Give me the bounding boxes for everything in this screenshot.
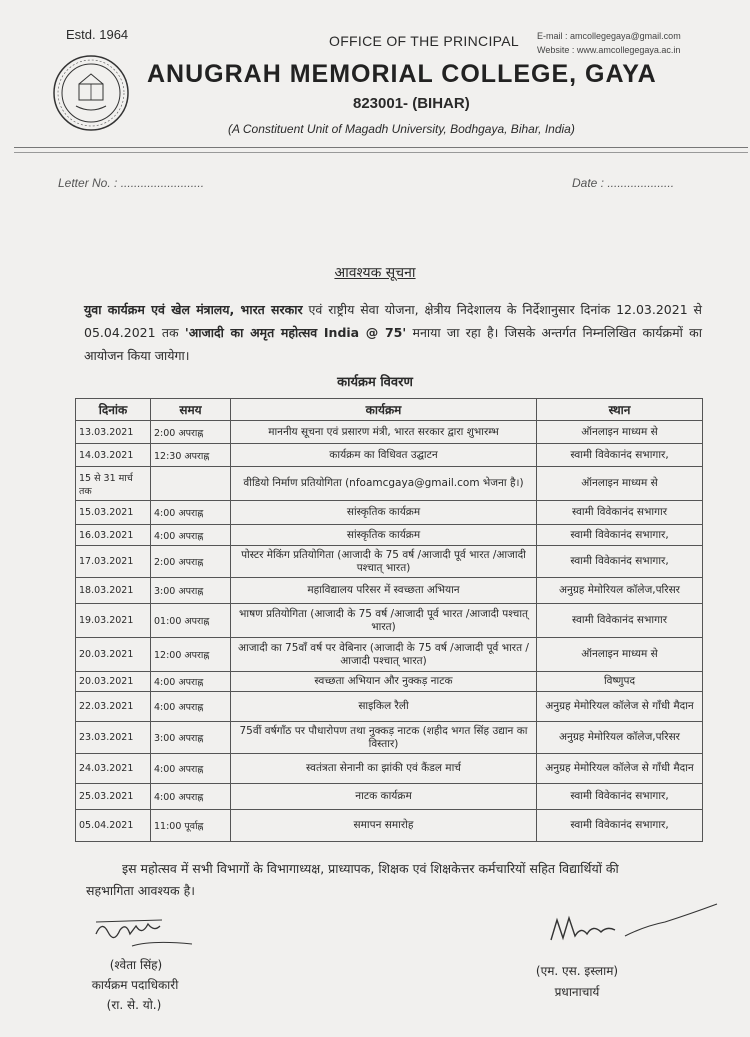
principal-signature xyxy=(545,896,725,954)
table-row xyxy=(76,638,703,672)
table-row xyxy=(76,692,703,722)
cell-programme: नाटक कार्यक्रम xyxy=(231,784,537,810)
paragraph-mid: एवं राष्ट्रीय सेवा योजना, क्षेत्रीय निदेशालय के निर्देशानुसार दिनांक 12.03.2021 से 05.04.2021 तक xyxy=(84,302,702,340)
cell-venue: ऑनलाइन माध्यम से xyxy=(537,467,703,501)
cell-programme: आजादी का 75वाँ वर्ष पर वेबिनार (आजादी के 75 वर्ष /आजादी पूर्व भारत /आजादी पश्चात् भारत) xyxy=(231,638,537,672)
header-rule-secondary xyxy=(14,152,748,153)
cell-time: 2:00 अपराह्न xyxy=(151,421,231,444)
header-time: समय xyxy=(151,399,231,421)
closing-paragraph: इस महोत्सव में सभी विभागों के विभागाध्यक्ष, प्राध्यापक, शिक्षक एवं शिक्षकेत्तर कर्मचारियों सहित विद्यार्थियों की सहभागिता आवश्यक है। xyxy=(86,861,619,898)
cell-programme: सांस्कृतिक कार्यक्रम xyxy=(231,525,537,546)
college-seal-icon xyxy=(52,54,130,132)
cell-date: 18.03.2021 xyxy=(76,578,151,604)
cell-date: 15 से 31 मार्च तक xyxy=(76,467,151,501)
established-year: Estd. 1964 xyxy=(66,27,129,42)
table-row xyxy=(76,810,703,842)
contact-block xyxy=(537,29,681,57)
cell-venue: ऑनलाइन माध्यम से xyxy=(537,421,703,444)
notice-paragraph xyxy=(84,298,702,367)
cell-venue: स्वामी विवेकानंद सभागार, xyxy=(537,525,703,546)
programme-title: कार्यक्रम विवरण xyxy=(337,375,413,390)
cell-programme: वीडियो निर्माण प्रतियोगिता (nfoamcgaya@gmail.com भेजना है।) xyxy=(231,467,537,501)
cell-venue: अनुग्रह मेमोरियल कॉलेज,परिसर xyxy=(537,722,703,754)
cell-venue: स्वामी विवेकानंद सभागार, xyxy=(537,546,703,578)
programme-officer-role: कार्यक्रम पदाधिकारी xyxy=(91,978,179,992)
cell-time: 4:00 अपराह्न xyxy=(151,525,231,546)
cell-date: 15.03.2021 xyxy=(76,501,151,525)
cell-time: 4:00 अपराह्न xyxy=(151,501,231,525)
cell-time: 3:00 अपराह्न xyxy=(151,578,231,604)
cell-date: 16.03.2021 xyxy=(76,525,151,546)
letter-number: Letter No. : ......................... xyxy=(58,176,205,190)
programme-officer-name: (श्वेता सिंह) xyxy=(109,958,163,972)
cell-venue: स्वामी विवेकानंद सभागार xyxy=(537,604,703,638)
cell-time xyxy=(151,467,231,501)
table-row xyxy=(76,672,703,692)
cell-date: 05.04.2021 xyxy=(76,810,151,842)
cell-programme: समापन समारोह xyxy=(231,810,537,842)
schedule-table xyxy=(75,398,703,842)
table-row xyxy=(76,722,703,754)
header-rule xyxy=(14,147,748,148)
header-venue: स्थान xyxy=(537,399,703,421)
cell-date: 13.03.2021 xyxy=(76,421,151,444)
table-row xyxy=(76,784,703,810)
cell-time: 11:00 पूर्वाह्न xyxy=(151,810,231,842)
notice-title xyxy=(0,263,750,282)
cell-time: 2:00 अपराह्न xyxy=(151,546,231,578)
table-row xyxy=(76,467,703,501)
principal-role: प्रधानाचार्य xyxy=(554,985,600,999)
affiliation-text: (A Constituent Unit of Magadh University, Bodhgaya, Bihar, India) xyxy=(228,122,575,136)
cell-time: 4:00 अपराह्न xyxy=(151,754,231,784)
cell-time: 4:00 अपराह्न xyxy=(151,692,231,722)
cell-date: 17.03.2021 xyxy=(76,546,151,578)
nss-abbreviation: (रा. से. यो.) xyxy=(106,998,162,1012)
event-name: 'आजादी का अमृत महोत्सव India @ 75' xyxy=(184,325,407,340)
cell-date: 20.03.2021 xyxy=(76,638,151,672)
header-date: दिनांक xyxy=(76,399,151,421)
cell-programme: माननीय सूचना एवं प्रसारण मंत्री, भारत सरकार द्वारा शुभारम्भ xyxy=(231,421,537,444)
cell-programme: महाविद्यालय परिसर में स्वच्छता अभियान xyxy=(231,578,537,604)
cell-time: 12:30 अपराह्न xyxy=(151,444,231,467)
ministry-name: युवा कार्यक्रम एवं खेल मंत्रालय, भारत सरकार xyxy=(84,302,303,317)
table-row xyxy=(76,546,703,578)
table-row xyxy=(76,501,703,525)
cell-date: 23.03.2021 xyxy=(76,722,151,754)
table-row xyxy=(76,444,703,467)
programme-officer-signature xyxy=(92,912,202,952)
college-name: ANUGRAH MEMORIAL COLLEGE, GAYA xyxy=(147,60,657,88)
table-row xyxy=(76,421,703,444)
cell-time: 3:00 अपराह्न xyxy=(151,722,231,754)
principal-name: (एम. एस. इस्लाम) xyxy=(535,964,619,978)
cell-programme: कार्यक्रम का विधिवत उद्घाटन xyxy=(231,444,537,467)
website-text: Website : www.amcollegegaya.ac.in xyxy=(537,45,681,55)
cell-venue: स्वामी विवेकानंद सभागार xyxy=(537,501,703,525)
cell-time: 01:00 अपराह्न xyxy=(151,604,231,638)
cell-venue: ऑनलाइन माध्यम से xyxy=(537,638,703,672)
cell-date: 22.03.2021 xyxy=(76,692,151,722)
notice-title-text: आवश्यक सूचना xyxy=(334,265,416,281)
paragraph-end: मनाया जा रहा है। जिसके अन्तर्गत निम्नलिखित कार्यक्रमों का आयोजन किया जायेगा। xyxy=(84,325,702,363)
cell-programme: स्वच्छता अभियान और नुक्कड़ नाटक xyxy=(231,672,537,692)
cell-venue: अनुग्रह मेमोरियल कॉलेज से गाँधी मैदान xyxy=(537,754,703,784)
cell-programme: पोस्टर मेकिंग प्रतियोगिता (आजादी के 75 वर्ष /आजादी पूर्व भारत /आजादी पश्चात् भारत) xyxy=(231,546,537,578)
cell-date: 14.03.2021 xyxy=(76,444,151,467)
cell-date: 25.03.2021 xyxy=(76,784,151,810)
email-text: E-mail : amcollegegaya@gmail.com xyxy=(537,31,681,41)
cell-date: 20.03.2021 xyxy=(76,672,151,692)
cell-time: 12:00 अपराह्न xyxy=(151,638,231,672)
cell-programme: स्वतंत्रता सेनानी का झांकी एवं कैंडल मार्च xyxy=(231,754,537,784)
cell-programme: 75वीं वर्षगाँठ पर पौधारोपण तथा नुक्कड़ नाटक (शहीद भगत सिंह उद्यान का विस्तार) xyxy=(231,722,537,754)
table-row xyxy=(76,604,703,638)
cell-venue: विष्णुपद xyxy=(537,672,703,692)
cell-programme: सांस्कृतिक कार्यक्रम xyxy=(231,501,537,525)
cell-venue: अनुग्रह मेमोरियल कॉलेज,परिसर xyxy=(537,578,703,604)
cell-time: 4:00 अपराह्न xyxy=(151,784,231,810)
cell-venue: स्वामी विवेकानंद सभागार, xyxy=(537,784,703,810)
cell-programme: साइकिल रैली xyxy=(231,692,537,722)
table-row xyxy=(76,525,703,546)
cell-date: 24.03.2021 xyxy=(76,754,151,784)
cell-venue: स्वामी विवेकानंद सभागार, xyxy=(537,444,703,467)
table-row xyxy=(76,578,703,604)
header-programme: कार्यक्रम xyxy=(231,399,537,421)
cell-venue: स्वामी विवेकानंद सभागार, xyxy=(537,810,703,842)
cell-date: 19.03.2021 xyxy=(76,604,151,638)
table-row xyxy=(76,754,703,784)
office-heading: OFFICE OF THE PRINCIPAL xyxy=(329,33,519,49)
cell-time: 4:00 अपराह्न xyxy=(151,672,231,692)
table-header-row xyxy=(76,399,703,421)
pincode-state: 823001- (BIHAR) xyxy=(353,95,470,112)
letter-date: Date : .................... xyxy=(572,176,675,190)
cell-venue: अनुग्रह मेमोरियल कॉलेज से गाँधी मैदान xyxy=(537,692,703,722)
cell-programme: भाषण प्रतियोगिता (आजादी के 75 वर्ष /आजादी पूर्व भारत /आजादी पश्चात् भारत) xyxy=(231,604,537,638)
